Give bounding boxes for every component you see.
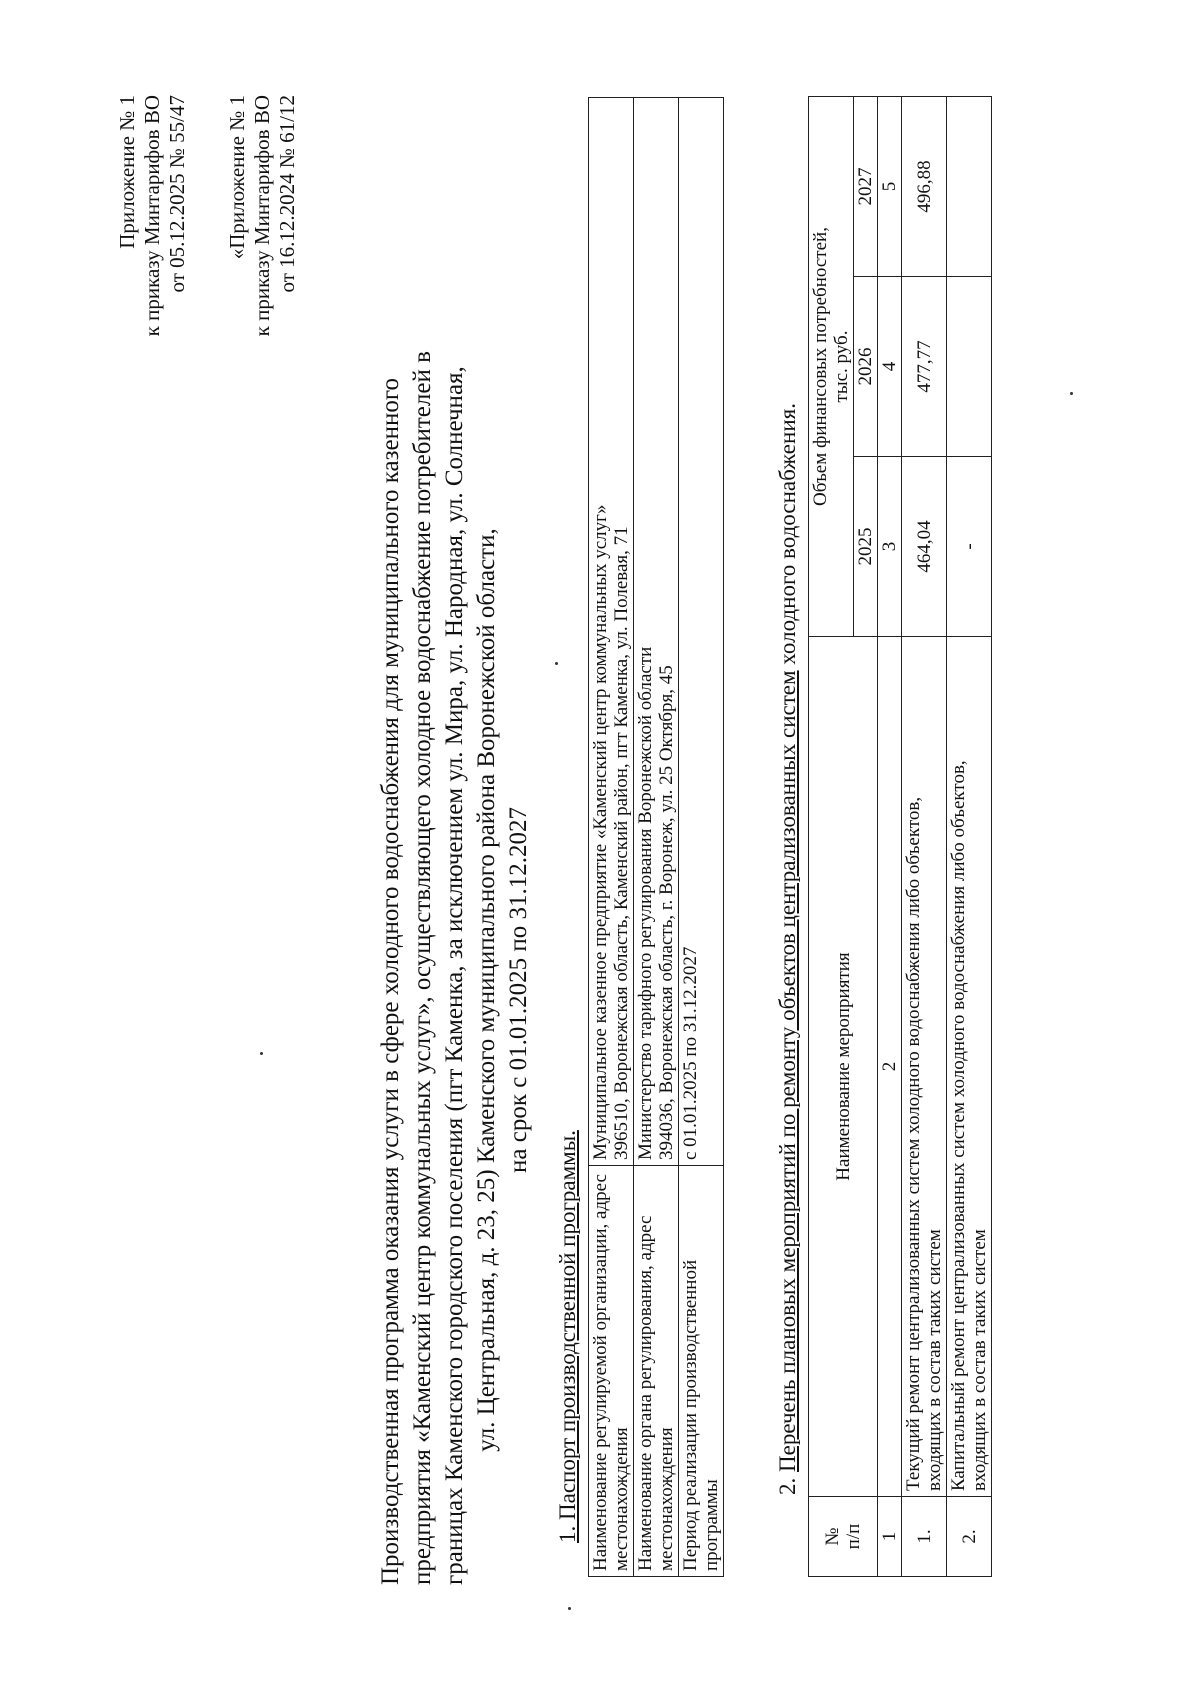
column-number: 5 (878, 96, 902, 276)
cell-line: Муниципальное казенное предприятие «Каменский центр коммунальных услуг» (590, 504, 611, 1160)
note-line: к приказу Минтарифов ВО (140, 95, 164, 337)
row-number: 1. (902, 1497, 947, 1577)
title-line: Производственная программа оказания услуги в сфере холодного водоснабжения для муниципального казенного (377, 377, 404, 1585)
passport-value (634, 98, 679, 1166)
row-value-2025: - (947, 457, 992, 637)
note-line: к приказу Минтарифов ВО (250, 95, 274, 337)
header-name: Наименование мероприятия (809, 637, 878, 1497)
row-value-2025: 464,04 (902, 457, 947, 637)
appendix-note-previous (225, 95, 300, 555)
title-line: границах Каменского городского поселения (пгт Каменка, за исключением ул. Мира, ул. Народная, ул. Солнечная, (441, 366, 468, 1585)
row-number: 2. (947, 1497, 992, 1577)
passport-value (589, 98, 634, 1166)
note-line: от 05.12.2025 № 55/47 (165, 95, 189, 293)
cell-line: 396510, Воронежская область, Каменский район, пгт Каменка, ул. Полевая, 71 (611, 526, 632, 1160)
row-name (902, 637, 947, 1497)
passport-label (589, 1166, 634, 1577)
cell-line: с 01.01.2025 по 31.12.2027 (680, 946, 701, 1160)
measures-table (808, 96, 992, 1577)
heading-underlined: Перечень плановых мероприятий по ремонту объектов централизованных систем (775, 670, 800, 1472)
passport-table (588, 97, 724, 1577)
row-value-2026 (947, 277, 992, 457)
cell-line: местонахождения (611, 1427, 632, 1571)
cell-line: Капитальный ремонт централизованных систем холодного водоснабжения либо объектов, (948, 760, 969, 1491)
scan-speck (260, 1052, 263, 1055)
note-line: Приложение № 1 (115, 95, 139, 249)
column-numbers-row (878, 96, 902, 1576)
title-line: предприятия «Каменский центр коммунальных услуг», осуществляющего холодное водоснабжение потребителей в (409, 351, 436, 1585)
cell-line: Текущий ремонт централизованных систем холодного водоснабжения либо объектов, (903, 796, 924, 1491)
cell-line: входящих в состав таких систем (924, 1229, 945, 1491)
cell-line: тыс. руб. (831, 330, 852, 403)
section2-heading (775, 403, 801, 1495)
table-row (634, 98, 679, 1577)
cell-line: Наименование органа регулирования, адрес (635, 1215, 656, 1571)
row-value-2026: 477,77 (902, 277, 947, 457)
cell-line: № (822, 1527, 843, 1546)
header-volume (809, 96, 854, 636)
cell-line: Период реализации производственной программы (680, 1259, 722, 1571)
cell-line: местонахождения (656, 1427, 677, 1571)
passport-label (634, 1166, 679, 1577)
column-number: 4 (878, 277, 902, 457)
header-year: 2027 (854, 96, 878, 276)
cell-line: п/п (843, 1523, 864, 1550)
heading-tail: холодного водоснабжения. (775, 403, 800, 671)
row-name (947, 637, 992, 1497)
cell-line: Объем финансовых потребностей, (810, 227, 831, 506)
cell-line: 394036, Воронежская область, г. Воронеж, ул. 25 Октября, 45 (656, 665, 677, 1160)
document-title (375, 351, 535, 1585)
table-row (589, 98, 634, 1577)
cell-line: Министерство тарифного регулирования Воронежской области (635, 646, 656, 1160)
table-row (902, 96, 947, 1576)
header-year: 2025 (854, 457, 878, 637)
appendix-note-current (115, 95, 190, 555)
column-number: 1 (878, 1497, 902, 1577)
passport-value (679, 98, 724, 1166)
header-year: 2026 (854, 277, 878, 457)
scan-speck (555, 662, 558, 665)
header-number (809, 1497, 878, 1577)
section1-heading: 1. Паспорт производственной программы. (555, 1130, 580, 1543)
header-row (809, 96, 854, 1576)
title-line: на срок с 01.01.2025 по 31.12.2027 (505, 807, 532, 1173)
table-row (679, 98, 724, 1577)
scan-speck (1070, 392, 1073, 395)
table-row (947, 96, 992, 1576)
passport-label (679, 1166, 724, 1577)
cell-line: входящих в состав таких систем (969, 1229, 990, 1491)
note-line: «Приложение № 1 (225, 95, 249, 260)
title-line: ул. Центральная, д. 23, 25) Каменского муниципального района Воронежской области, (473, 528, 500, 1452)
column-number: 3 (878, 457, 902, 637)
row-value-2027 (947, 96, 992, 276)
cell-line: Наименование регулируемой организации, адрес (590, 1174, 611, 1571)
column-number: 2 (878, 637, 902, 1497)
scan-speck (568, 1607, 571, 1610)
heading-number: 2. (775, 1472, 800, 1495)
note-line: от 16.12.2024 № 61/12 (275, 95, 299, 293)
row-value-2027: 496,88 (902, 96, 947, 276)
